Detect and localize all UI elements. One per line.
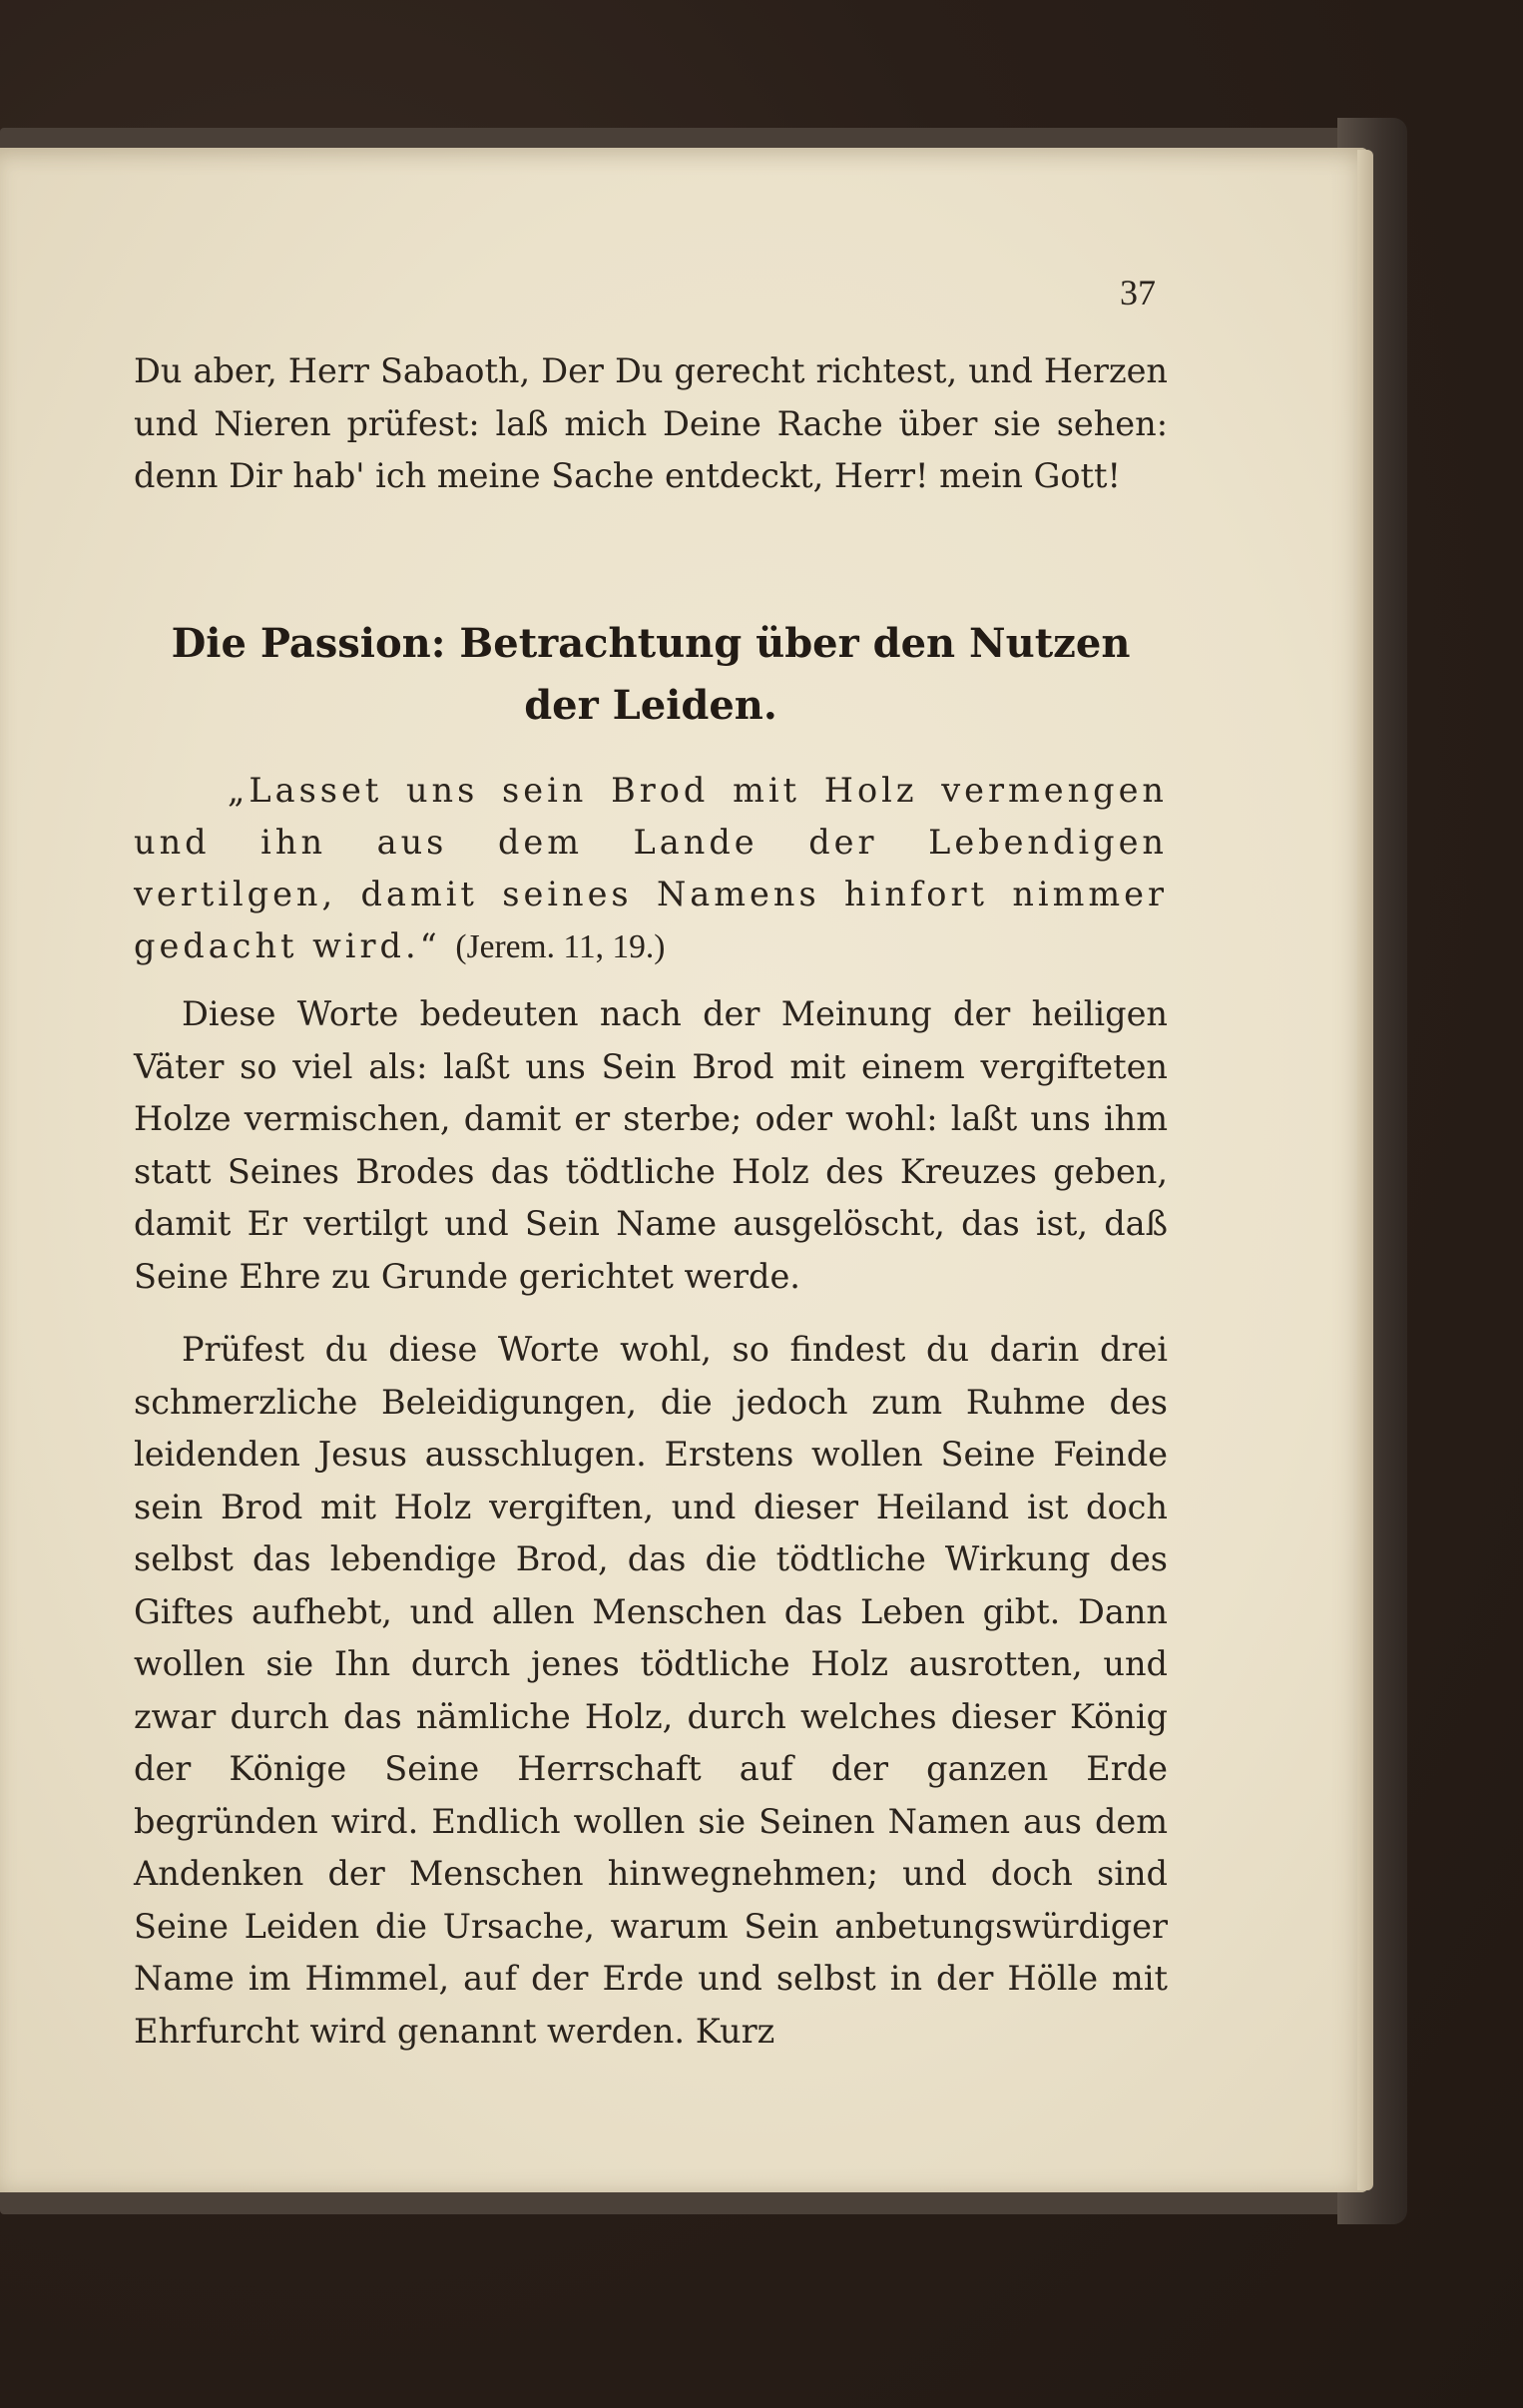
opening-paragraph: Du aber, Herr Sabaoth, Der Du gerecht richtest, und Herzen und Nieren prüfest: laß mich Deine Rache über sie sehen: denn Dir hab' ich meine Sache entdeckt, Herr! mein Gott!	[134, 351, 1168, 495]
paragraph-2: Diese Worte bedeuten nach der Meinung der heiligen Väter so viel als: laßt uns Sein Brod mit einem vergifteten Holze vermischen, damit er sterbe; oder wohl: laßt uns ihm statt Seines Brodes das tödtliche Holz des Kreuzes geben, damit Er vertilgt und Sein Name ausgelöscht, das ist, daß Seine Ehre zu Grunde gerichtet werde.	[134, 994, 1168, 1296]
quote-text: „Lasset uns sein Brod mit Holz vermengen und ihn aus dem Lande der Lebendigen vertilgen, damit seines Namens hinfort nimmer gedacht wird.“	[134, 771, 1168, 965]
page-edge	[1357, 150, 1373, 2190]
quote-reference: (Jerem. 11, 19.)	[455, 928, 666, 965]
paragraph-3: Prüfest du diese Worte wohl, so findest du darin drei schmerzliche Beleidigungen, die jedoch zum Ruhme des leidenden Jesus ausschlugen. Erstens wollen Seine Feinde sein Brod mit Holz vergiften, und dieser Heiland ist doch selbst das lebendige Brod, das die tödtliche Wirkung des Giftes aufhebt, und allen Menschen das Leben gibt. Dann wollen sie Ihn durch jenes tödtliche Holz ausrotten, und zwar durch das nämliche Holz, durch welches dieser König der Könige Seine Herrschaft auf der ganzen Erde begründen wird. Endlich wollen sie Seinen Namen aus dem Andenken der Menschen hinwegnehmen; und doch sind Seine Leiden die Ursache, warum Sein anbetungswürdiger Name im Himmel, auf der Erde und selbst in der Hölle mit Ehrfurcht wird genannt werden. Kurz	[134, 1330, 1168, 2051]
section-heading: Die Passion: Betrachtung über den Nutzen der Leiden.	[171, 620, 1131, 729]
scripture-quote	[134, 765, 1168, 973]
page-number: 37	[1120, 273, 1156, 312]
